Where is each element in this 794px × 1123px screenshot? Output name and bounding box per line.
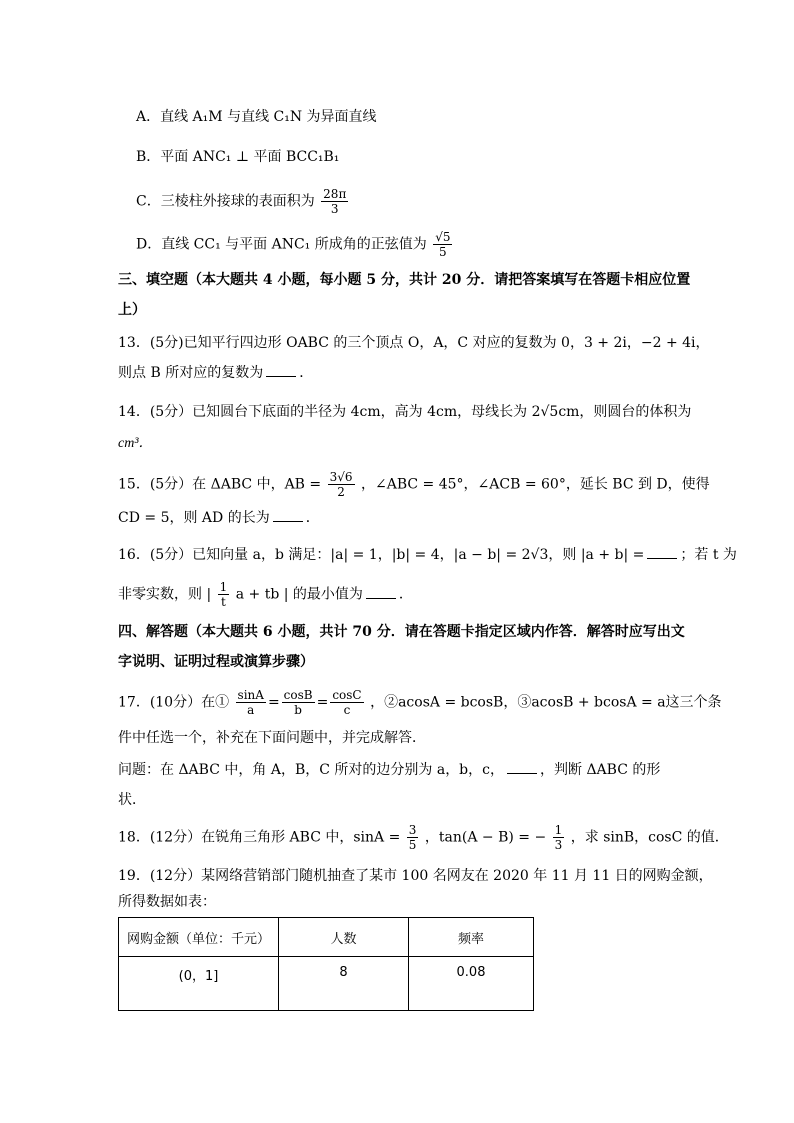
q17-line2: 件中任选一个，补充在下面问题中，并完成解答． <box>118 730 426 746</box>
q17-text-a: 问题：在 ΔABC 中，角 A，B，C 所对的边分别为 a，b，c， <box>118 762 504 778</box>
fraction-numerator: cosC <box>332 688 362 702</box>
q16-fraction <box>218 580 230 609</box>
q16-line1 <box>118 545 737 565</box>
q17-text-b: ，判断 ΔABC 的形 <box>540 762 661 778</box>
fraction-denominator: a <box>247 703 255 717</box>
q18-mid: ，tan(A − B) = − <box>424 829 547 846</box>
fraction-numerator: 3 <box>408 823 417 837</box>
q18-fraction-tan <box>553 823 565 852</box>
table-cell: 0.08 <box>409 957 534 1011</box>
table-header-row <box>119 918 534 957</box>
fraction-denominator: 5 <box>439 245 447 259</box>
q18-prefix: 18．(12分）在锐角三角形 ABC 中，sinA = <box>118 829 401 846</box>
table-header-cell: 频率 <box>409 918 534 957</box>
fraction-denominator: b <box>294 703 302 717</box>
fraction-numerator: 1 <box>554 823 563 837</box>
fraction-numerator: 1 <box>219 580 228 594</box>
q16-text-b: ；若 t 为 <box>680 547 737 563</box>
fraction-numerator: 28π <box>323 187 347 201</box>
shopping-amount-table <box>118 917 534 1011</box>
q13-line2: 则点 B 所对应的复数为 ． <box>118 365 314 381</box>
table-header-cell: 人数 <box>279 918 409 957</box>
q18-fraction-sin <box>407 823 419 852</box>
section-4-heading-line2: 字说明、证明过程或演算步骤） <box>118 654 314 670</box>
fraction-numerator: √5 <box>435 230 451 244</box>
q15-text-b: ，∠ABC = 45°，∠ACB = 60°，延长 BC 到 D，使得 <box>360 476 710 493</box>
fraction-numerator: 3√6 <box>329 470 353 484</box>
section-3-heading-line2: 上） <box>118 302 146 318</box>
q18-line <box>118 823 729 852</box>
fraction-numerator: cosB <box>283 688 313 702</box>
q17-line3 <box>118 760 660 780</box>
option-c-text: C．三棱柱外接球的表面积为 <box>136 193 315 210</box>
answer-blank <box>266 364 296 377</box>
option-b: B．平面 ANC₁ ⊥ 平面 BCC₁B₁ <box>136 149 340 165</box>
q16-text-a: 16．(5分）已知向量 a，b 满足：|a| = 1，|b| = 4，|a − b| = 2√3，则 |a + b| = <box>118 547 645 563</box>
fraction-denominator: c <box>343 703 351 717</box>
q14-line2: cm³． <box>118 436 153 451</box>
answer-blank <box>507 761 537 774</box>
option-d <box>136 230 454 259</box>
answer-blank <box>366 586 396 599</box>
q17-suffix: ，②acosA = bcosB，③acosB + bcosA = a这三个条 <box>370 694 722 711</box>
q15-fraction <box>328 470 355 499</box>
q16-text-d: a + tb | 的最小值为 <box>235 586 363 603</box>
q16-line2: 非零实数，则 | $\frac{1}{t}$ a + tb | 的最小值为 ． <box>118 580 413 609</box>
option-a: A．直线 A₁M 与直线 C₁N 为异面直线 <box>136 109 377 125</box>
q15-line1 <box>118 470 710 499</box>
q17-line1: 17．(10分）在① $\frac{\sin A}{a}$ = $\frac{\cos B}{b}$ = $\frac{\cos C}{c}$ ，②acosA = bcosB，③acosB + bcosA = a这三个条 <box>118 688 722 717</box>
q15-text-c: CD = 5，则 AD 的长为 <box>118 510 270 526</box>
q19-line1: 19．(12分）某网络营销部门随机抽查了某市 100 名网友在 2020 年 11 月 11 日的网购金额， <box>118 868 713 884</box>
fraction-denominator: t <box>221 595 226 609</box>
fraction-denominator: 3 <box>554 838 563 852</box>
fraction-numerator: sinA <box>237 688 264 702</box>
fraction-denominator: 3 <box>330 202 339 216</box>
fraction-denominator: 2 <box>337 485 345 499</box>
q17-line4: 状． <box>118 792 146 808</box>
option-c <box>136 187 350 216</box>
option-c-fraction <box>321 187 348 216</box>
fraction-denominator: 5 <box>408 838 417 852</box>
table-row <box>119 957 534 1011</box>
q19-line2: 所得数据如表： <box>118 894 216 910</box>
q16-text-c: 非零实数，则 | <box>118 586 212 603</box>
q13-line1: 13．(5分)已知平行四边形 OABC 的三个顶点 O，A，C 对应的复数为 0，3 + 2i，−2 + 4i， <box>118 335 710 351</box>
q15-line2: CD = 5，则 AD 的长为 ． <box>118 510 320 526</box>
option-d-text: D．直线 CC₁ 与平面 ANC₁ 所成角的正弦值为 <box>136 236 427 253</box>
q15-text-a: 15．(5分）在 ΔABC 中，AB = <box>118 476 322 493</box>
q18-suffix: ，求 sinB，cosC 的值． <box>570 829 729 846</box>
option-d-fraction <box>433 230 452 259</box>
q17-fraction-2 <box>282 688 315 717</box>
q13-text: 则点 B 所对应的复数为 <box>118 365 264 381</box>
table-header-cell: 网购金额（单位：千元） <box>119 918 279 957</box>
table-cell: (0，1] <box>119 957 279 1011</box>
q17-prefix: 17．(10分）在① <box>118 694 230 711</box>
q17-fraction-3 <box>330 688 363 717</box>
q14-line1: 14．(5分）已知圆台下底面的半径为 4cm，高为 4cm，母线长为 2√5cm，则圆台的体积为 <box>118 404 692 420</box>
q17-fraction-1 <box>236 688 266 717</box>
answer-blank <box>273 509 303 522</box>
section-3-heading-line1: 三、填空题（本大题共 4 小题，每小题 5 分，共计 20 分．请把答案填写在答题卡相应位置 <box>118 272 691 288</box>
answer-blank <box>647 546 677 559</box>
section-4-heading-line1: 四、解答题（本大题共 6 小题，共计 70 分．请在答题卡指定区域内作答．解答时应写出文 <box>118 624 685 640</box>
table-cell: 8 <box>279 957 409 1011</box>
